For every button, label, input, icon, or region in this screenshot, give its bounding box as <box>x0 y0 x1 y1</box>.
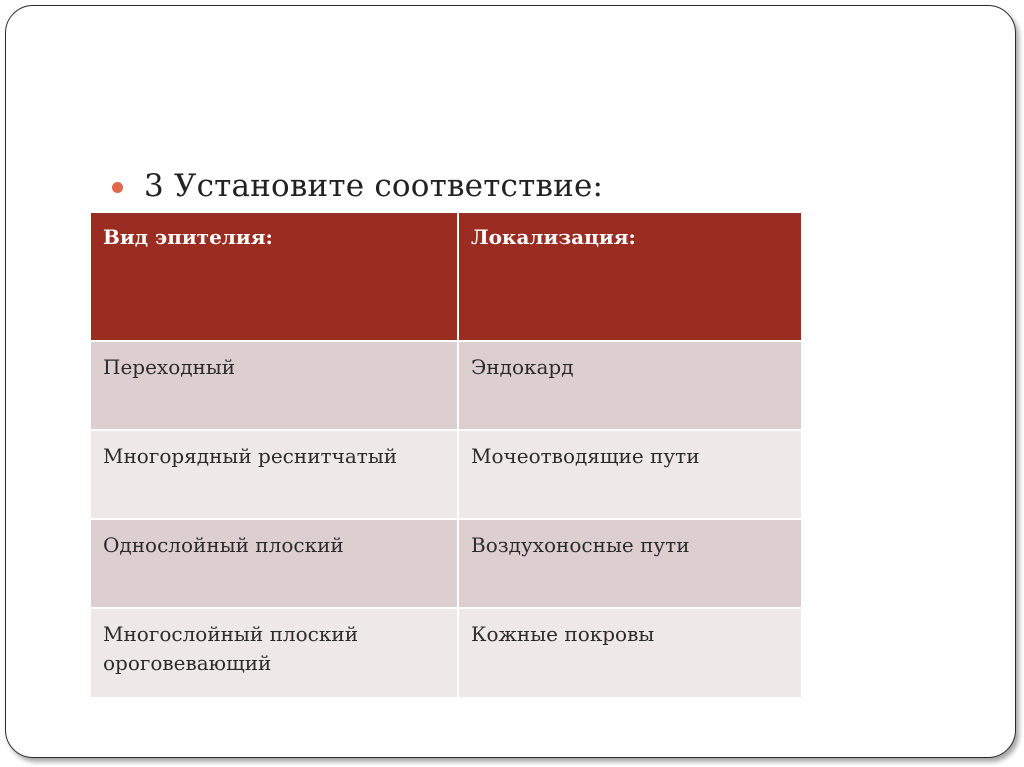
cell-localization: Воздухоносные пути <box>458 519 801 608</box>
table-header-row <box>91 213 801 341</box>
slide-title: 3 Установите соответствие: <box>144 168 604 204</box>
header-localization: Локализация: <box>458 213 801 341</box>
bullet-icon <box>112 182 123 193</box>
cell-localization: Кожные покровы <box>458 608 801 697</box>
table-row <box>91 519 801 608</box>
matching-table <box>91 213 801 697</box>
table-row <box>91 430 801 519</box>
header-epithelium-type: Вид эпителия: <box>91 213 458 341</box>
cell-localization: Эндокард <box>458 341 801 430</box>
table-row <box>91 341 801 430</box>
title-row <box>112 168 603 204</box>
table-row <box>91 608 801 697</box>
cell-epithelium: Переходный <box>91 341 458 430</box>
cell-epithelium: Однослойный плоский <box>91 519 458 608</box>
cell-epithelium: Многослойный плоский ороговевающий <box>91 608 458 697</box>
cell-localization: Мочеотводящие пути <box>458 430 801 519</box>
cell-epithelium: Многорядный реснитчатый <box>91 430 458 519</box>
